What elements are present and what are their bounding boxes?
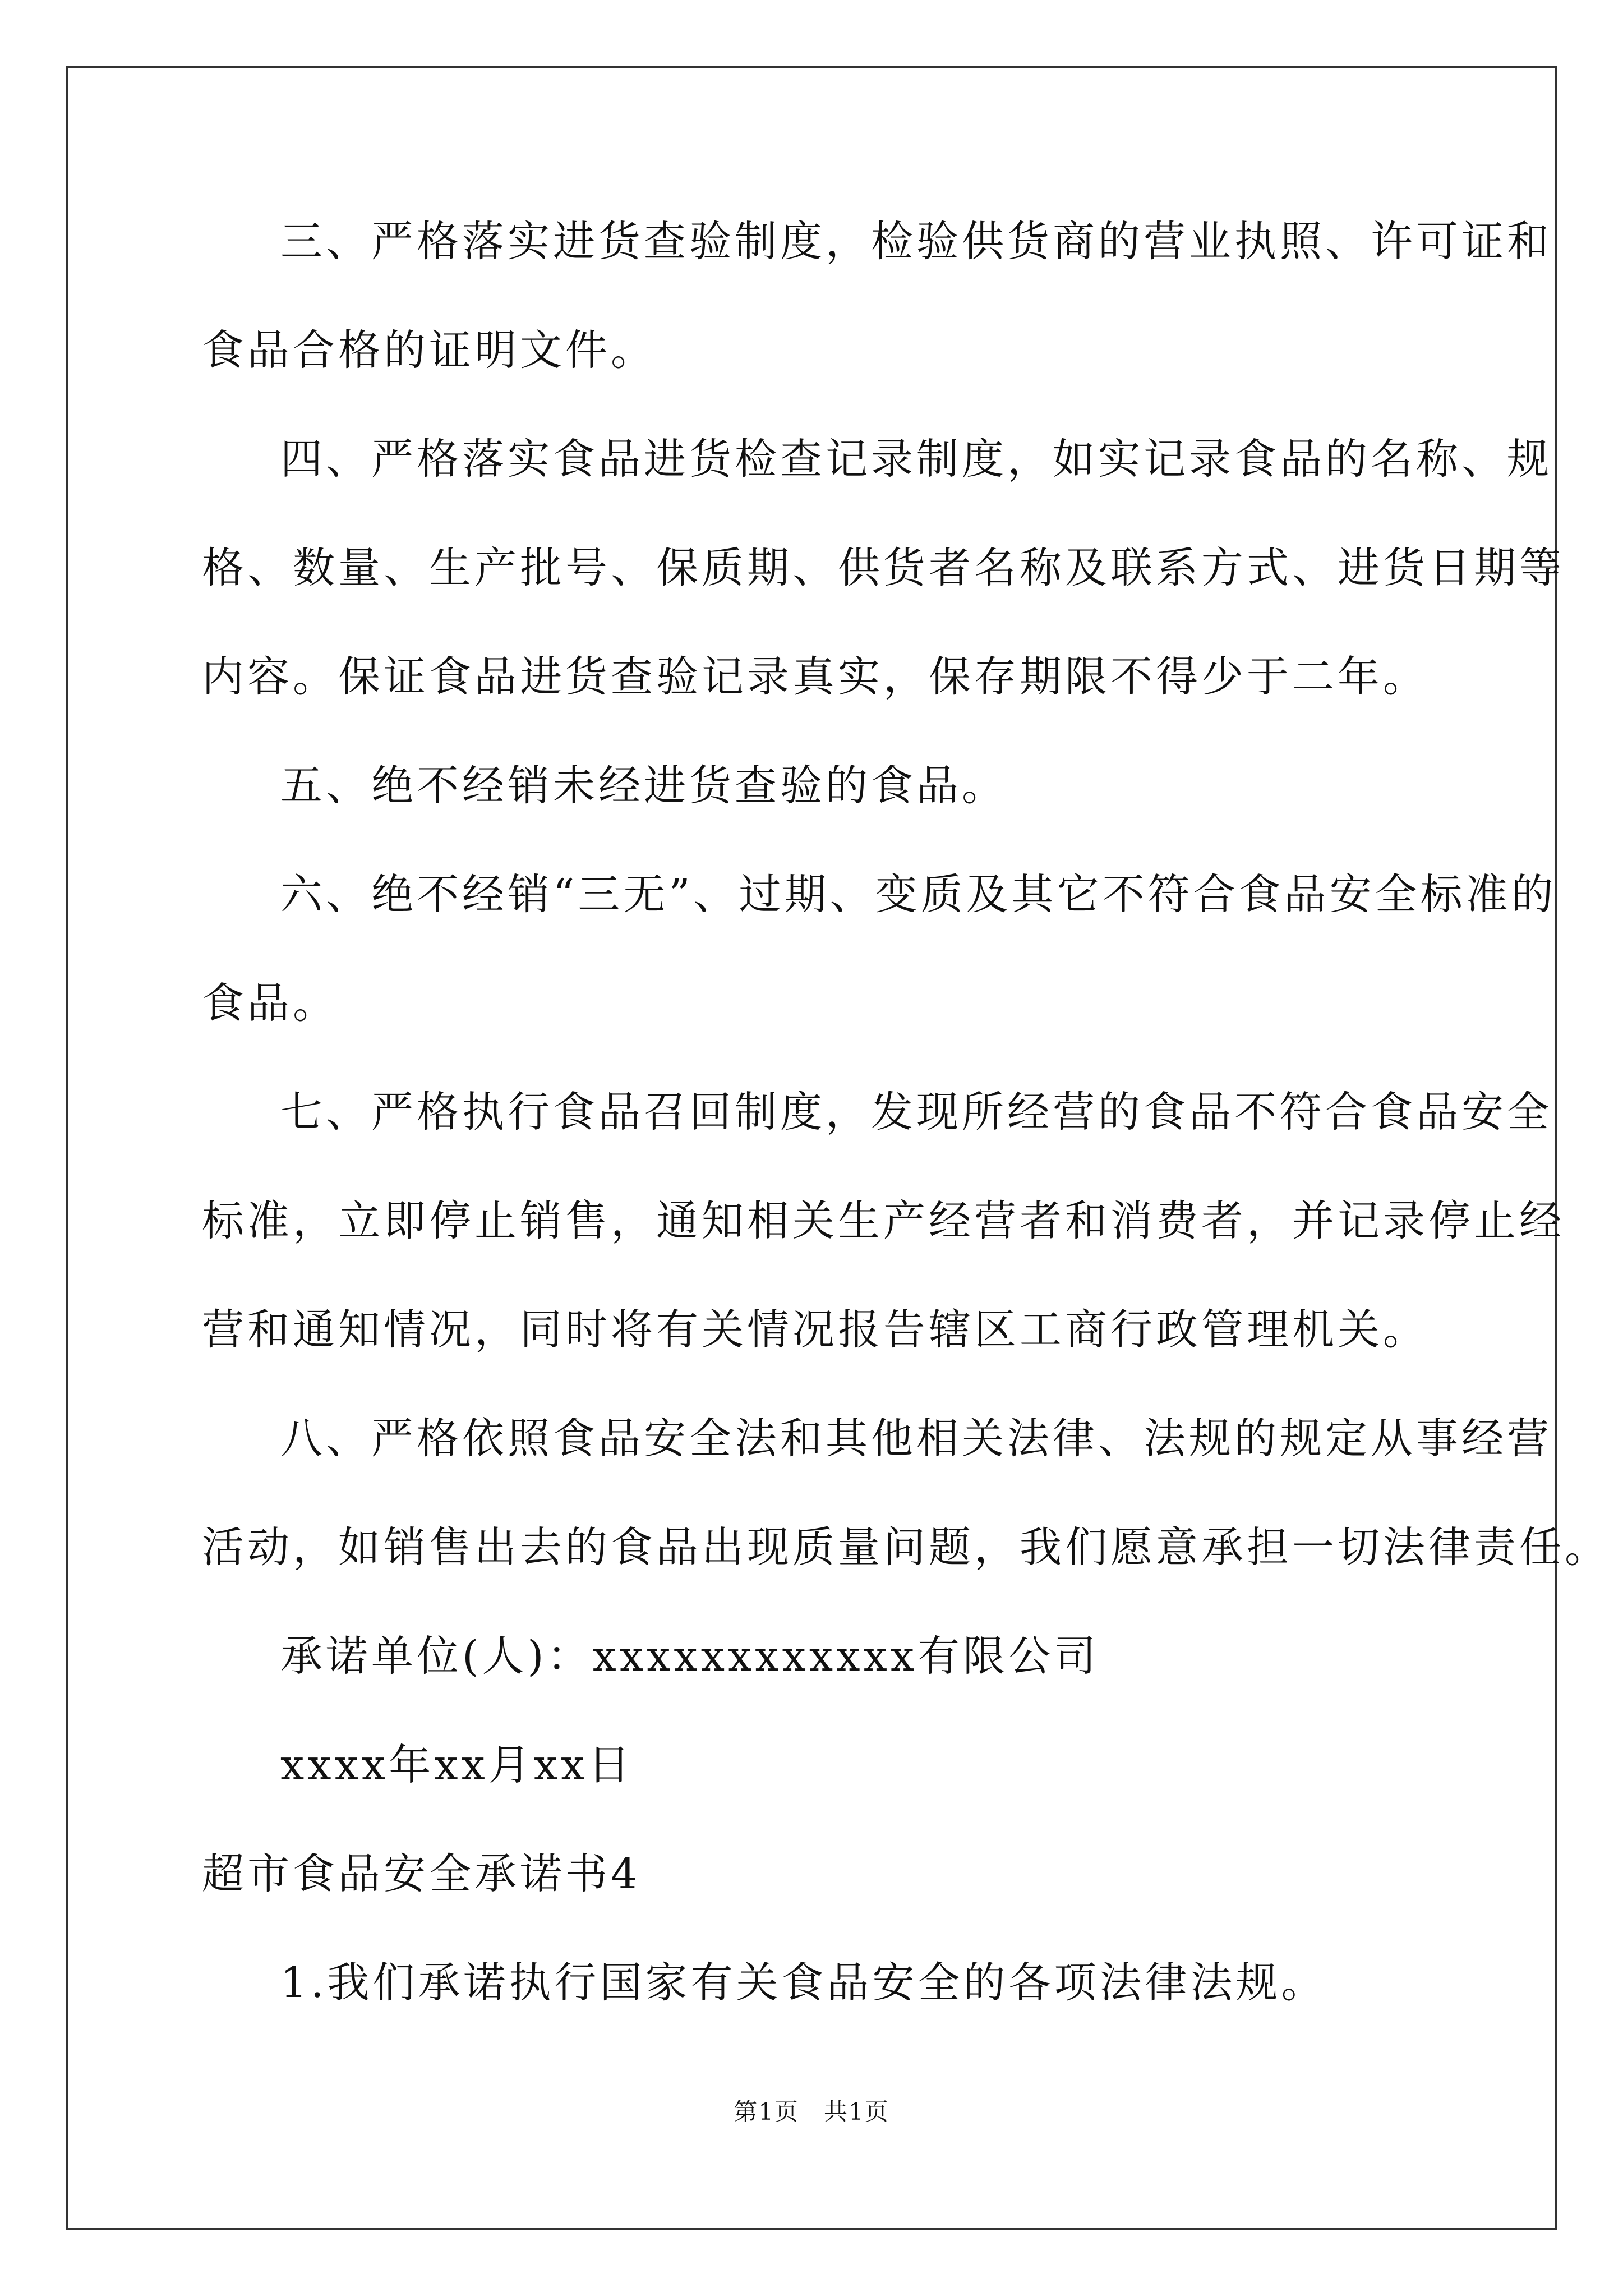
paragraph-4-line-3: 内容。保证食品进货查验记录真实，保存期限不得少于二年。 [202,652,1429,701]
paragraph-8-line-2: 活动，如销售出去的食品出现质量问题，我们愿意承担一切法律责任。 [202,1522,1611,1572]
paragraph-7-line-2: 标准，立即停止销售，通知相关生产经营者和消费者，并记录停止经 [202,1196,1565,1245]
promisor-line: 承诺单位(人)：xxxxxxxxxxxx有限公司 [280,1631,1100,1681]
page-border [66,66,1557,2230]
date-line: xxxx年xx月xx日 [280,1740,634,1789]
item-1-line: 1.我们承诺执行国家有关食品安全的各项法律法规。 [280,1958,1327,2007]
paragraph-4-line-1: 四、严格落实食品进货检查记录制度，如实记录食品的名称、规 [280,434,1553,484]
paragraph-4-line-2: 格、数量、生产批号、保质期、供货者名称及联系方式、进货日期等 [202,543,1565,592]
paragraph-6-line-2: 食品。 [202,978,339,1028]
section-title: 超市食品安全承诺书4 [202,1849,641,1898]
paragraph-3-line-1: 三、严格落实进货查验制度，检验供货商的营业执照、许可证和 [280,217,1553,266]
paragraph-3-line-2: 食品合格的证明文件。 [202,325,657,375]
page-footer: 第1页 共1页 [734,2098,889,2125]
paragraph-7-line-3: 营和通知情况，同时将有关情况报告辖区工商行政管理机关。 [202,1305,1429,1354]
paragraph-8-line-1: 八、严格依照食品安全法和其他相关法律、法规的规定从事经营 [280,1414,1553,1463]
paragraph-5-line-1: 五、绝不经销未经进货查验的食品。 [280,761,1008,810]
paragraph-6-line-1: 六、绝不经销“三无”、过期、变质及其它不符合食品安全标准的 [280,869,1557,919]
paragraph-7-line-1: 七、严格执行食品召回制度，发现所经营的食品不符合食品安全 [280,1087,1553,1137]
